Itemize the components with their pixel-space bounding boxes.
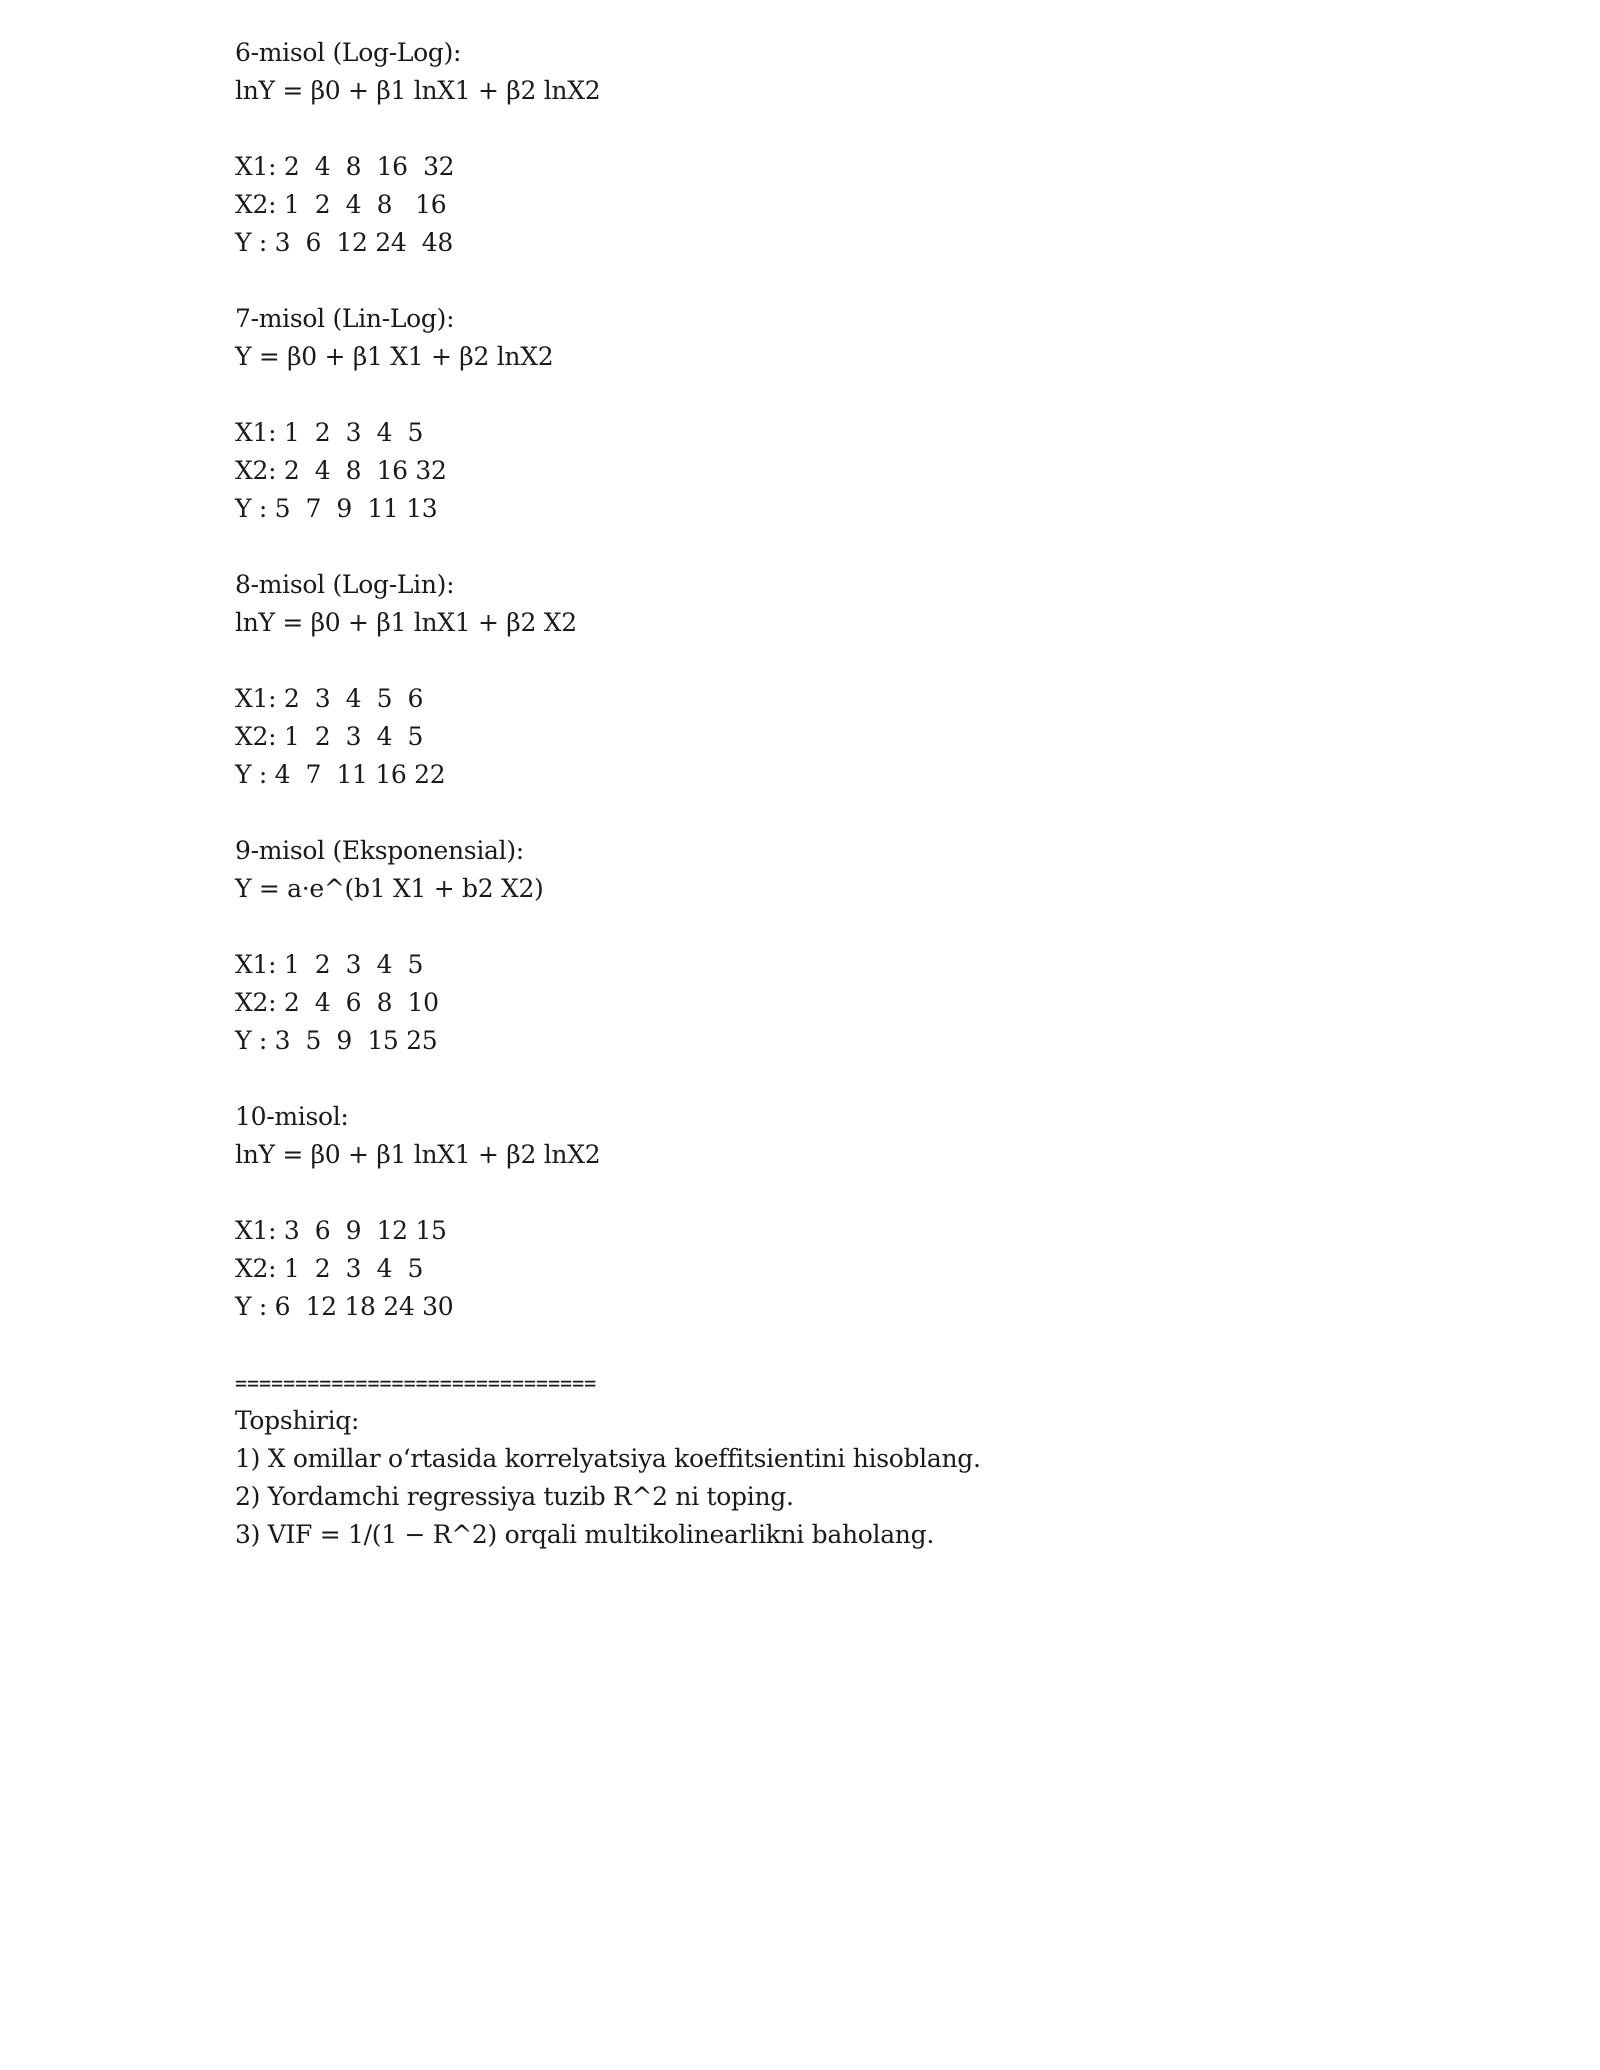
example-heading: 8-misol (Log-Lin):: [235, 570, 455, 599]
blank-line: [235, 642, 1435, 680]
task-item: 1) X omillar o‘rtasida korrelyatsiya koeffitsientini hisoblang.: [235, 1444, 981, 1473]
blank-line: [235, 1060, 1435, 1098]
x2-data-row: X2: 1 2 3 4 5: [235, 1254, 424, 1283]
x2-data-row: X2: 1 2 3 4 5: [235, 722, 424, 751]
y-data-row: Y : 5 7 9 11 13: [235, 494, 438, 523]
blank-line: [235, 1326, 1435, 1364]
task-item: 2) Yordamchi regressiya tuzib R^2 ni toping.: [235, 1482, 794, 1511]
separator-line: ==============================: [235, 1371, 597, 1395]
example-formula: Y = a·e^(b1 X1 + b2 X2): [235, 874, 544, 903]
x2-data-row: X2: 2 4 8 16 32: [235, 456, 447, 485]
x1-data-row: X1: 3 6 9 12 15: [235, 1216, 447, 1245]
example-formula: lnY = β0 + β1 lnX1 + β2 X2: [235, 608, 577, 637]
task-title: Topshiriq:: [235, 1406, 360, 1435]
x1-data-row: X1: 1 2 3 4 5: [235, 418, 424, 447]
x2-data-row: X2: 2 4 6 8 10: [235, 988, 439, 1017]
blank-line: [235, 376, 1435, 414]
document-page: [235, 34, 1435, 1554]
example-formula: lnY = β0 + β1 lnX1 + β2 lnX2: [235, 1140, 601, 1169]
y-data-row: Y : 3 5 9 15 25: [235, 1026, 438, 1055]
blank-line: [235, 794, 1435, 832]
task-item: 3) VIF = 1/(1 − R^2) orqali multikolinearlikni baholang.: [235, 1520, 934, 1549]
example-heading: 7-misol (Lin-Log):: [235, 304, 455, 333]
blank-line: [235, 528, 1435, 566]
example-formula: lnY = β0 + β1 lnX1 + β2 lnX2: [235, 76, 601, 105]
blank-line: [235, 110, 1435, 148]
example-heading: 10-misol:: [235, 1102, 349, 1131]
example-heading: 9-misol (Eksponensial):: [235, 836, 524, 865]
y-data-row: Y : 6 12 18 24 30: [235, 1292, 454, 1321]
x1-data-row: X1: 1 2 3 4 5: [235, 950, 424, 979]
x1-data-row: X1: 2 3 4 5 6: [235, 684, 424, 713]
x1-data-row: X1: 2 4 8 16 32: [235, 152, 455, 181]
example-heading: 6-misol (Log-Log):: [235, 38, 462, 67]
example-formula: Y = β0 + β1 X1 + β2 lnX2: [235, 342, 554, 371]
y-data-row: Y : 3 6 12 24 48: [235, 228, 453, 257]
blank-line: [235, 908, 1435, 946]
y-data-row: Y : 4 7 11 16 22: [235, 760, 446, 789]
blank-line: [235, 1174, 1435, 1212]
x2-data-row: X2: 1 2 4 8 16: [235, 190, 447, 219]
blank-line: [235, 262, 1435, 300]
